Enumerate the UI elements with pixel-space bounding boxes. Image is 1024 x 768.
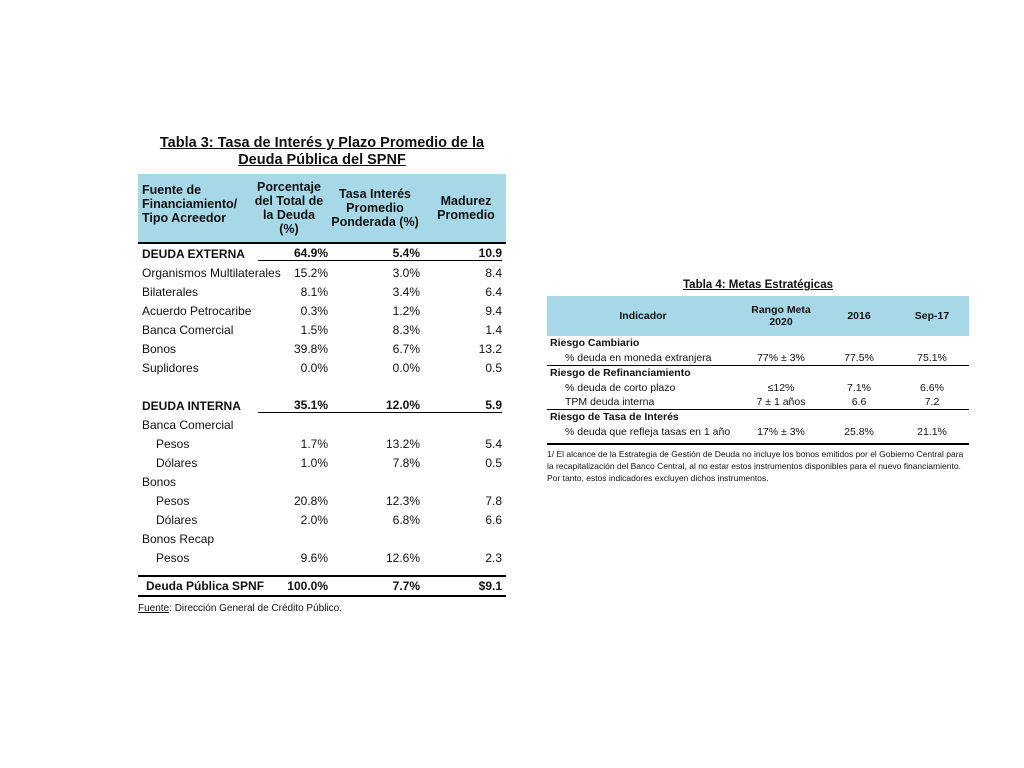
table-row xyxy=(547,381,969,395)
table-row xyxy=(138,358,506,377)
row-label: DEUDA INTERNA xyxy=(142,398,241,413)
header-madurez: Madurez Promedio xyxy=(437,194,495,222)
row-indicador: % deuda de corto plazo xyxy=(565,382,676,394)
row-tasa: 1.2% xyxy=(392,303,420,318)
row-tasa: 7.8% xyxy=(392,455,420,470)
row-madurez: 8.4 xyxy=(485,265,502,280)
table-row xyxy=(138,548,506,567)
row-madurez: 0.5 xyxy=(485,360,502,375)
table-row xyxy=(138,529,506,548)
row-label: Organismos Multilaterales xyxy=(142,265,281,280)
table-row xyxy=(138,320,506,339)
table-row xyxy=(547,351,969,365)
table-row xyxy=(138,282,506,301)
row-pct: 0.0% xyxy=(300,360,328,375)
row-tasa: 13.2% xyxy=(385,436,420,451)
row-tasa: 8.3% xyxy=(392,322,420,337)
row-label: Pesos xyxy=(156,550,190,565)
row-label: Acuerdo Petrocaribe xyxy=(142,303,252,318)
row-label: Deuda Pública SPNF xyxy=(146,579,265,593)
row-madurez: 1.4 xyxy=(485,322,502,337)
header-fuente: Fuente de Financiamiento/ Tipo Acreedor xyxy=(142,183,238,225)
row-tasa: 12.0% xyxy=(328,398,420,413)
header-2016: 2016 xyxy=(847,310,871,322)
category-riesgo-refinanciamiento: Riesgo de Refinanciamiento xyxy=(547,365,969,381)
row-pct: 64.9% xyxy=(258,246,328,261)
row-madurez: 6.6 xyxy=(485,512,502,527)
row-2016: 77.5% xyxy=(844,352,874,364)
row-sep17: 75.1% xyxy=(917,352,947,364)
table-row xyxy=(547,425,969,439)
row-rango: 77% ± 3% xyxy=(757,352,805,364)
row-sep17: 7.2 xyxy=(924,396,940,408)
row-tasa: 3.4% xyxy=(392,284,420,299)
row-pct: 9.6% xyxy=(300,550,328,565)
row-madurez: 10.9 xyxy=(420,246,502,261)
category-riesgo-cambiario: Riesgo Cambiario xyxy=(550,337,640,349)
row-madurez: 5.9 xyxy=(420,398,502,413)
header-porcentaje: Porcentaje del Total de la Deuda (%) xyxy=(254,180,324,236)
row-label: Suplidores xyxy=(142,360,199,375)
row-label: Bilaterales xyxy=(142,284,199,299)
row-label: Bonos xyxy=(142,341,177,356)
row-label: Pesos xyxy=(156,493,190,508)
tabla-3-title-line2: Deuda Pública del SPNF xyxy=(238,152,406,168)
row-label: Dólares xyxy=(156,455,198,470)
row-pct: 1.7% xyxy=(300,436,328,451)
row-pct: 100.0% xyxy=(287,579,328,593)
row-tasa: 12.3% xyxy=(385,493,420,508)
row-pct: 2.0% xyxy=(300,512,328,527)
row-label: Bonos xyxy=(142,474,177,489)
table-row xyxy=(138,434,506,453)
row-madurez: $9.1 xyxy=(478,579,502,593)
row-rango: ≤12% xyxy=(767,382,795,394)
row-2016: 25.8% xyxy=(844,426,874,438)
table-row xyxy=(138,472,506,491)
row-label: Banca Comercial xyxy=(142,322,234,337)
row-indicador: % deuda en moneda extranjera xyxy=(565,352,712,364)
row-pct: 35.1% xyxy=(258,398,328,413)
header-tasa: Tasa Interés Promedio Ponderada (%) xyxy=(331,187,419,229)
tabla-3 xyxy=(138,135,506,614)
table-row xyxy=(138,339,506,358)
table-row xyxy=(547,395,969,409)
row-madurez: 2.3 xyxy=(485,550,502,565)
header-rango: Rango Meta 2020 xyxy=(751,304,811,328)
row-pct: 8.1% xyxy=(300,284,328,299)
tabla-3-title-line1: Tabla 3: Tasa de Interés y Plazo Promedio de la xyxy=(159,135,485,151)
row-label: Pesos xyxy=(156,436,190,451)
tabla-3-header xyxy=(138,174,506,244)
table-row xyxy=(138,263,506,282)
tabla-3-source xyxy=(138,603,506,614)
row-madurez: 9.4 xyxy=(485,303,502,318)
row-tasa: 5.4% xyxy=(328,246,420,261)
table-row-total xyxy=(138,575,506,597)
tabla-4-footnote: 1/ El alcance de la Estrategia de Gestión de Deuda no incluye los bonos emitidos por el Gobierno Central para la recapitalización del Banco Central, al no estar estos instrumentos disponibles para el nuevo financiamiento. Por tanto, estos indicadores excluyen dichos instrumentos. xyxy=(547,443,969,484)
header-indicador: Indicador xyxy=(619,310,667,322)
row-indicador: TPM deuda interna xyxy=(565,396,655,408)
header-sep17: Sep-17 xyxy=(914,310,950,322)
table-row xyxy=(138,415,506,434)
row-2016: 6.6 xyxy=(851,396,867,408)
row-tasa: 12.6% xyxy=(385,550,420,565)
row-tasa: 7.7% xyxy=(392,579,420,593)
row-label: DEUDA EXTERNA xyxy=(142,246,245,261)
category-riesgo-tasa-interes: Riesgo de Tasa de Interés xyxy=(547,409,969,425)
row-pct: 0.3% xyxy=(300,303,328,318)
source-text: : Dirección General de Crédito Público. xyxy=(169,603,343,614)
table-row xyxy=(138,396,506,415)
row-madurez: 7.8 xyxy=(485,493,502,508)
row-pct: 15.2% xyxy=(293,265,328,280)
tabla-4-title: Tabla 4: Metas Estratégicas xyxy=(683,279,833,291)
row-madurez: 0.5 xyxy=(485,455,502,470)
table-row xyxy=(138,510,506,529)
row-madurez: 6.4 xyxy=(485,284,502,299)
row-pct: 20.8% xyxy=(293,493,328,508)
row-madurez: 5.4 xyxy=(485,436,502,451)
row-pct: 1.5% xyxy=(300,322,328,337)
row-rango: 7 ± 1 años xyxy=(756,396,806,408)
row-tasa: 0.0% xyxy=(392,360,420,375)
table-row xyxy=(138,491,506,510)
row-sep17: 21.1% xyxy=(917,426,947,438)
row-tasa: 3.0% xyxy=(392,265,420,280)
table-row xyxy=(138,244,506,263)
row-pct: 39.8% xyxy=(293,341,328,356)
row-label: Bonos Recap xyxy=(142,531,215,546)
row-2016: 7.1% xyxy=(847,382,871,394)
table-row xyxy=(138,453,506,472)
tabla-4 xyxy=(547,279,969,484)
tabla-4-header xyxy=(547,296,969,336)
row-indicador: % deuda que refleja tasas en 1 año xyxy=(565,426,731,438)
row-rango: 17% ± 3% xyxy=(757,426,805,438)
row-label: Banca Comercial xyxy=(142,417,234,432)
tabla-3-title xyxy=(138,135,506,169)
row-pct: 1.0% xyxy=(300,455,328,470)
source-label: Fuente xyxy=(138,603,170,614)
row-label: Dólares xyxy=(156,512,198,527)
table-row xyxy=(138,301,506,320)
row-tasa: 6.8% xyxy=(392,512,420,527)
row-tasa: 6.7% xyxy=(392,341,420,356)
row-madurez: 13.2 xyxy=(478,341,502,356)
row-sep17: 6.6% xyxy=(920,382,944,394)
